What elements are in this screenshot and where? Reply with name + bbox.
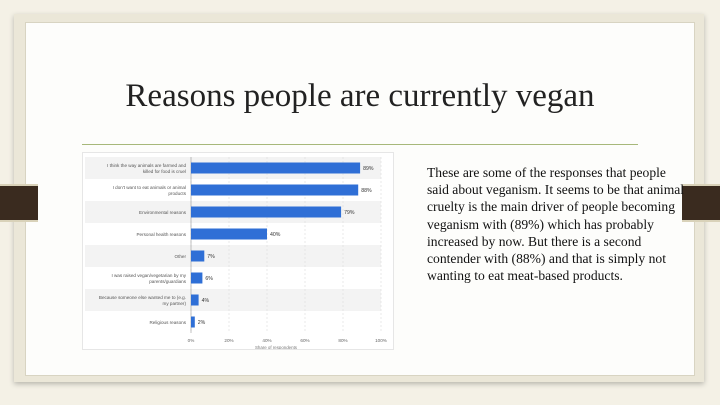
bar-chart — [82, 152, 394, 350]
bar — [191, 295, 199, 306]
category-label: my partner) — [162, 301, 186, 307]
right-decorative-tab — [682, 184, 720, 222]
category-label: products — [168, 191, 186, 197]
slide-title: Reasons people are currently vegan — [125, 78, 595, 114]
bar-value-label: 79% — [344, 210, 355, 216]
bar — [191, 317, 195, 328]
x-tick-label: 20% — [224, 338, 234, 343]
category-label: I was raised vegan/vegetarian by my — [111, 272, 186, 278]
category-label: Religious reasons — [149, 320, 186, 325]
bar-value-label: 7% — [207, 254, 215, 260]
x-tick-label: 80% — [338, 338, 348, 343]
category-label: parents/guardians — [149, 279, 186, 285]
category-label: Personal health reasons — [136, 232, 186, 237]
category-label: Other — [174, 254, 186, 259]
bar-value-label: 2% — [197, 320, 206, 326]
left-decorative-tab — [0, 184, 38, 222]
x-tick-label: 60% — [300, 338, 310, 343]
bar — [191, 207, 341, 218]
bar-value-label: 88% — [361, 188, 372, 194]
bar-chart-svg — [83, 153, 393, 349]
bar-value-label: 4% — [201, 298, 210, 304]
category-label: I don't want to eat animals or animal — [112, 184, 186, 190]
x-tick-label: 0% — [187, 338, 195, 343]
bar — [191, 251, 204, 262]
bar — [191, 185, 358, 196]
title-divider — [82, 144, 638, 145]
row-shading — [85, 289, 381, 311]
slide-body-text: These are some of the responses that people said about veganism. It seems to be that animal cruelty is the main driver of people becoming veganism with (89%) which has probably increased by now. But there is a second contender with (88%) and that is simply not wanting to eat meat-based products. — [427, 165, 685, 284]
category-label: I think the way animals are farmed and — [107, 162, 186, 168]
bar — [191, 273, 202, 284]
x-axis-title: Share of respondents — [255, 345, 297, 349]
x-tick-label: 100% — [375, 338, 387, 343]
row-shading — [85, 245, 381, 267]
bar-value-label: 89% — [363, 166, 374, 172]
bar-value-label: 40% — [270, 232, 281, 238]
x-tick-label: 40% — [262, 338, 272, 343]
category-label: Because someone else wanted me to (e.g. — [98, 294, 186, 300]
bar-value-label: 6% — [205, 276, 213, 282]
category-label: killed for food is cruel — [142, 169, 186, 175]
bar — [191, 163, 360, 174]
bar — [191, 229, 267, 240]
category-label: Environmental reasons — [139, 210, 186, 215]
